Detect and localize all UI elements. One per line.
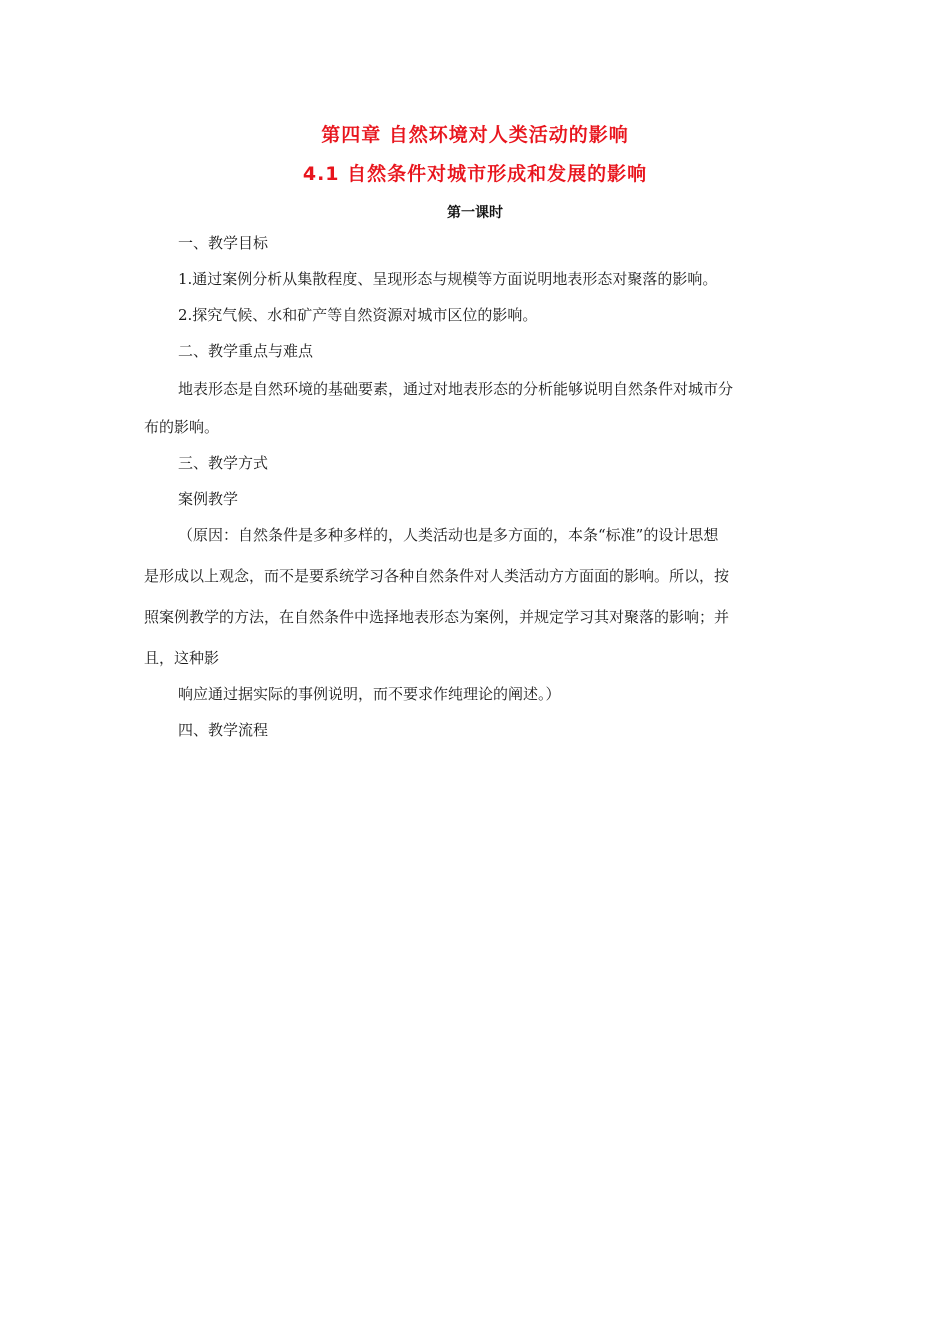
heading-method: 三、教学方式	[178, 454, 269, 472]
heading-process: 四、教学流程	[178, 721, 269, 739]
lesson-label: 第一课时	[447, 205, 503, 221]
method-text: 案例教学	[178, 490, 239, 508]
objective-1: 1.通过案例分析从集散程度、呈现形态与规模等方面说明地表形态对聚落的影响。	[178, 270, 718, 288]
section-title: 4.1 自然条件对城市形成和发展的影响	[302, 163, 648, 185]
reason-paragraph-line-2: 是形成以上观念，而不是要系统学习各种自然条件对人类活动方方面面的影响。所以，按	[144, 567, 730, 585]
key-points-paragraph-line-2: 布的影响。	[144, 418, 220, 436]
chapter-title: 第四章 自然环境对人类活动的影响	[321, 124, 629, 146]
reason-paragraph-line-1: （原因：自然条件是多种多样的，人类活动也是多方面的，本条“标准”的设计思想	[178, 526, 719, 544]
objective-2: 2.探究气候、水和矿产等自然资源对城市区位的影响。	[178, 306, 538, 324]
heading-objectives: 一、教学目标	[178, 234, 269, 252]
reason-paragraph-line-3: 照案例教学的方法，在自然条件中选择地表形态为案例，并规定学习其对聚落的影响；并	[144, 608, 730, 626]
reason-paragraph-line-5: 响应通过据实际的事例说明，而不要求作纯理论的阐述。）	[178, 685, 561, 703]
heading-key-points: 二、教学重点与难点	[178, 342, 314, 360]
reason-paragraph-line-4: 且，这种影	[144, 649, 220, 667]
key-points-paragraph-line-1: 地表形态是自然环境的基础要素，通过对地表形态的分析能够说明自然条件对城市分	[178, 380, 734, 398]
